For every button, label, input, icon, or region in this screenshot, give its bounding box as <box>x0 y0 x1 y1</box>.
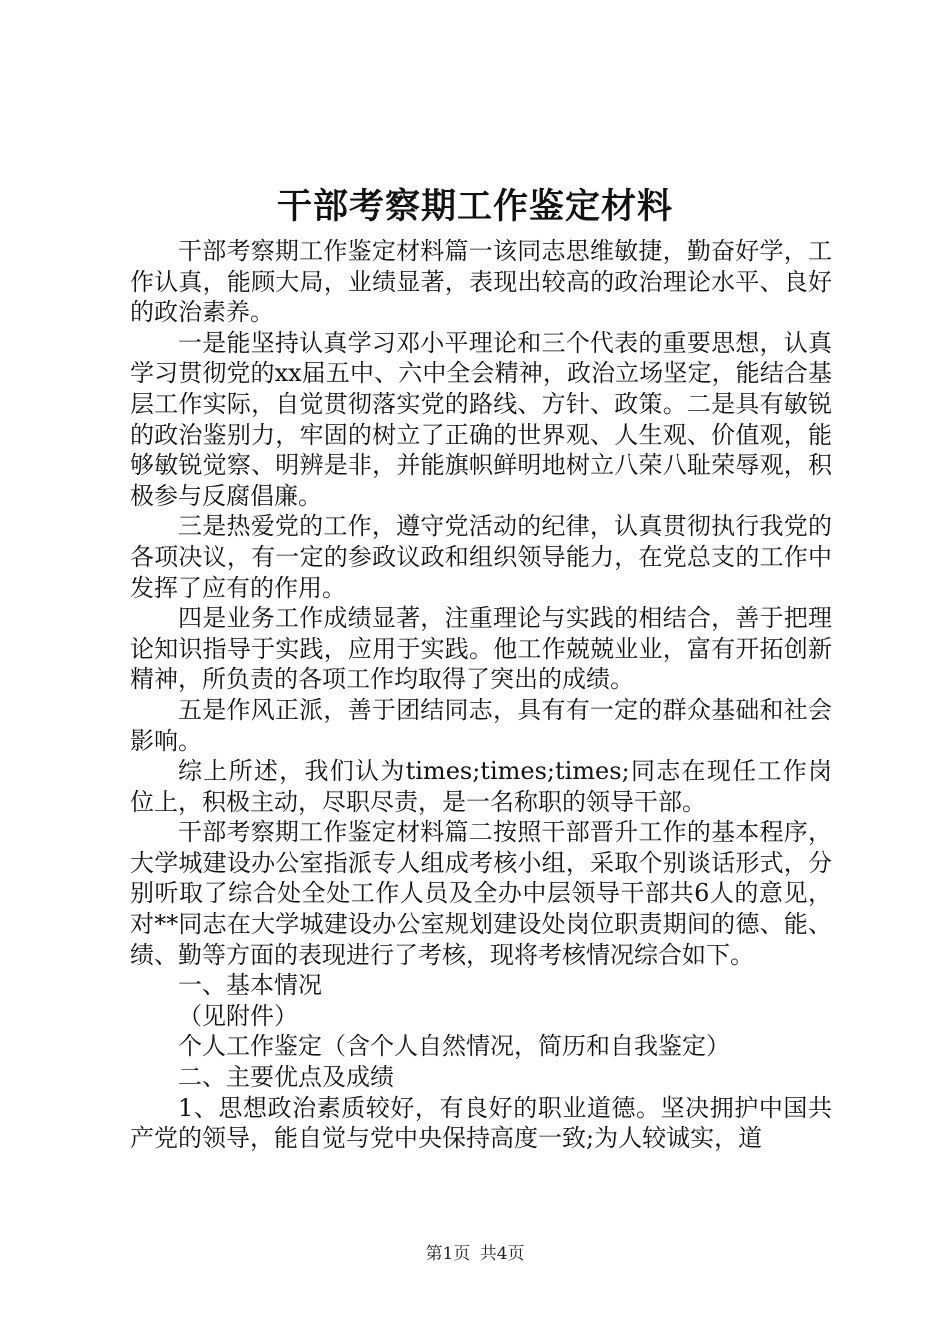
paragraph-6: 综上所述，我们认为times;times;times;同志在现任工作岗位上，积极主动，尽职尽责，是一名称职的领导干部。 <box>130 757 832 816</box>
page-total: 共4页 <box>479 1244 525 1264</box>
paragraph-5: 五是作风正派，善于团结同志，具有有一定的群众基础和社会影响。 <box>130 695 832 755</box>
paragraph-1: 干部考察期工作鉴定材料篇一该同志思维敏捷，勤奋好学，工作认真，能顾大局，业绩显著，表现出较高的政治理论水平、良好的政治素养。 <box>130 237 832 327</box>
section-heading-strengths: 二、主要优点及成绩 <box>178 1063 394 1092</box>
paragraph-3: 三是热爱党的工作，遵守党活动的纪律，认真贯彻执行我党的各项决议，有一定的参政议政和组织领导能力，在党总支的工作中发挥了应有的作用。 <box>130 512 832 602</box>
paragraph-4: 四是业务工作成绩显著，注重理论与实践的相结合，善于把理论知识指导于实践，应用于实践。他工作兢兢业业，富有开拓创新精神，所负责的各项工作均取得了突出的成绩。 <box>130 604 832 694</box>
paragraph-personal-appraisal: 个人工作鉴定（含个人自然情况，简历和自我鉴定） <box>178 1032 730 1061</box>
paragraph-7: 干部考察期工作鉴定材料篇二按照干部晋升工作的基本程序，大学城建设办公室指派专人组成考核小组，采取个别谈话形式，分别听取了综合处全处工作人员及全办中层领导干部共6人的意见，对**同志在大学城建设办公室规划建设处岗位职责期间的德、能、绩、勤等方面的表现进行了考核，现将考核情况综合如下。 <box>130 818 832 969</box>
page-number: 第1页 <box>425 1244 471 1264</box>
document-body <box>130 236 832 1154</box>
page-title: 干部考察期工作鉴定材料 <box>276 186 673 227</box>
paragraph-2: 一是能坚持认真学习邓小平理论和三个代表的重要思想，认真学习贯彻党的xx届五中、六中全会精神，政治立场坚定，能结合基层工作实际，自觉贯彻落实党的路线、方针、政策。二是具有敏锐的政治鉴别力，牢固的树立了正确的世界观、人生观、价值观，能够敏锐觉察、明辨是非，并能旗帜鲜明地树立八荣八耻荣辱观，积极参与反腐倡廉。 <box>130 328 832 510</box>
page-footer <box>0 1242 950 1266</box>
paragraph-see-attachment: （见附件） <box>178 1001 298 1030</box>
section-heading-basic-info: 一、基本情况 <box>178 971 322 1000</box>
paragraph-12: 1、思想政治素质较好，有良好的职业道德。坚决拥护中国共产党的领导，能自觉与党中央保持高度一致;为人较诚实，道 <box>130 1093 832 1153</box>
